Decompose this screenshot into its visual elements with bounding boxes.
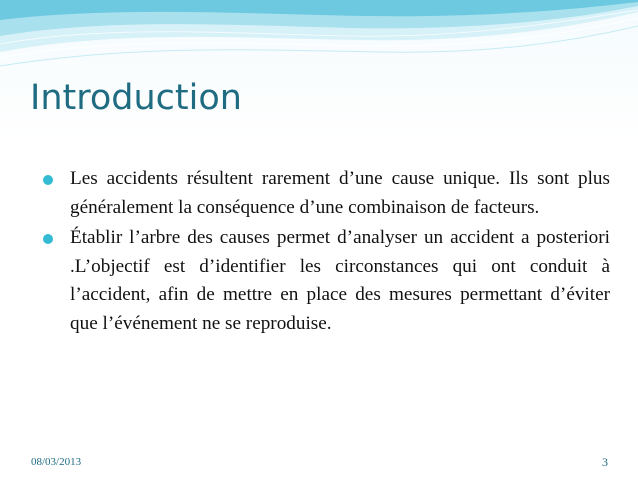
- bullet-item: [30, 165, 610, 222]
- bullet-dot-icon: [43, 175, 53, 185]
- bullet-list: [30, 165, 610, 340]
- footer-date: 08/03/2013: [31, 456, 82, 468]
- bullet-text: Les accidents résultent rarement d’une cause unique. Ils sont plus généralement la conséquence d’une combinaison de facteurs.: [70, 168, 610, 218]
- bullet-dot-icon: [43, 234, 53, 244]
- bullet-item: [30, 224, 610, 338]
- bullet-text: Établir l’arbre des causes permet d’analyser un accident a posteriori .L’objectif est d’identifier les circonstances qui ont conduit à l’accident, afin de mettre en place des mesures permettant d’éviter que l’événement ne se reproduise.: [70, 227, 610, 334]
- slide-title: Introduction: [30, 78, 242, 118]
- decorative-wave-header: [0, 0, 638, 80]
- footer-page-number: 3: [602, 455, 608, 469]
